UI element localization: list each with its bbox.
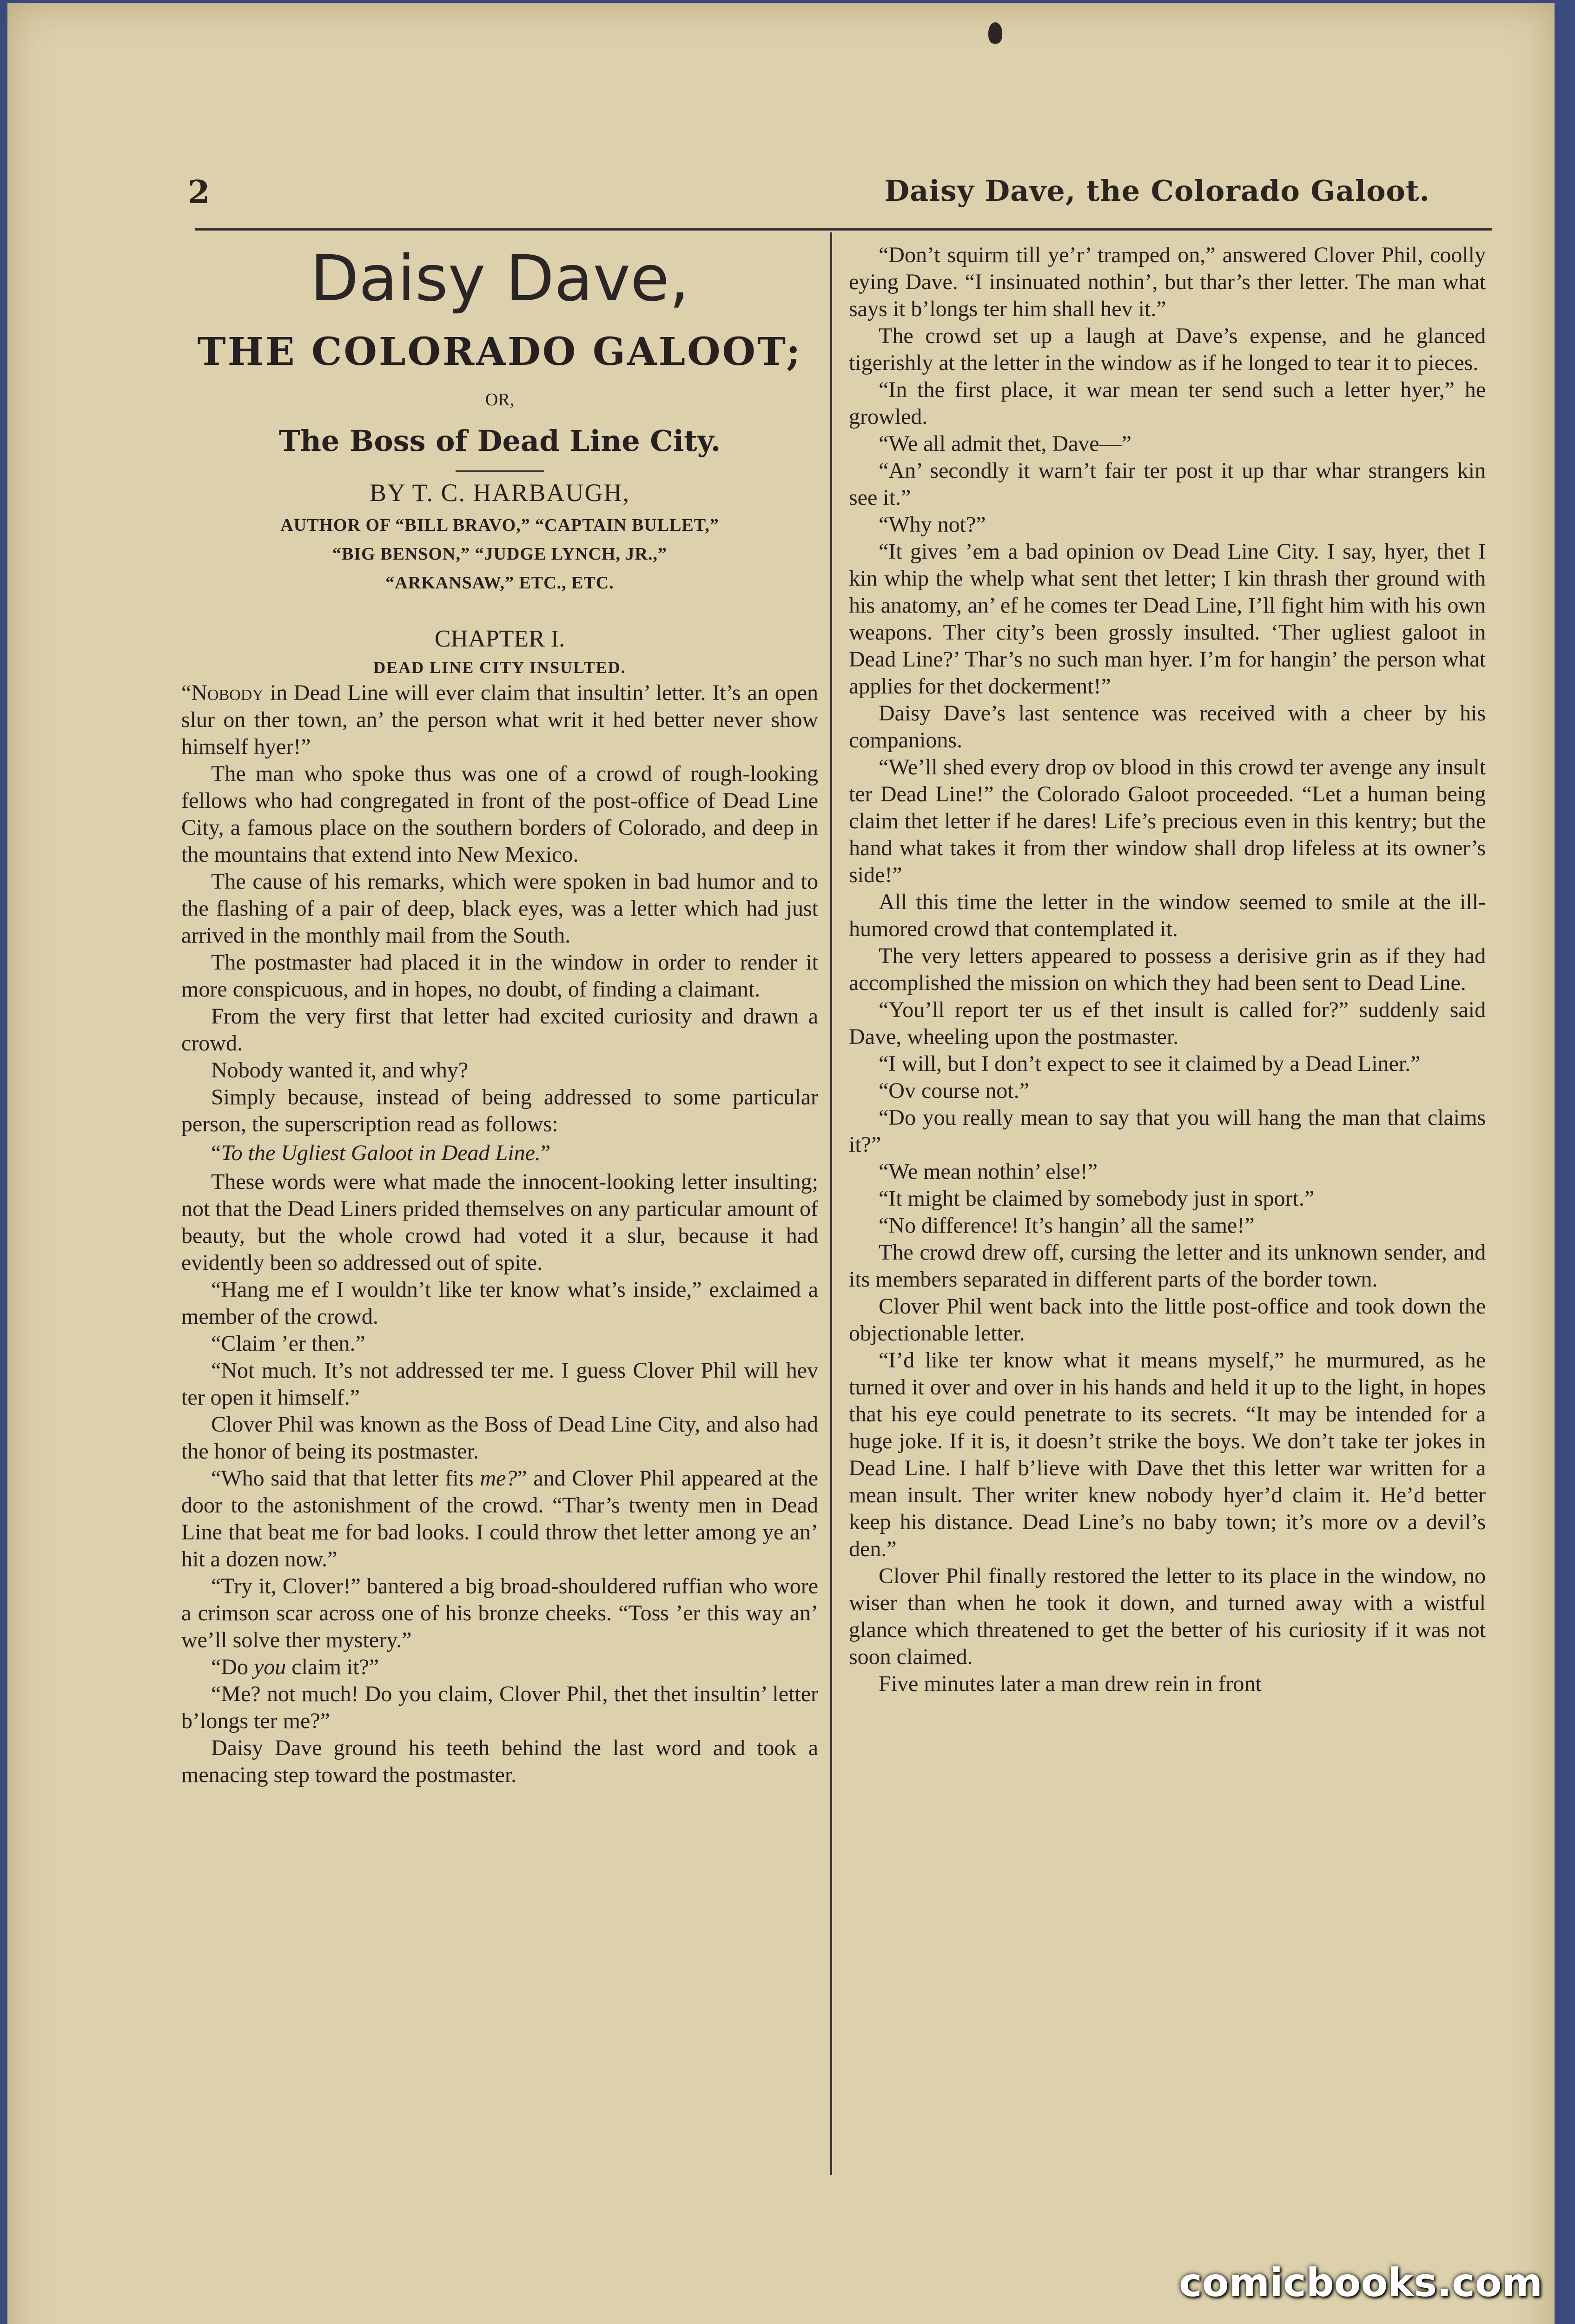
running-title: Daisy Dave, the Colorado Galoot. — [884, 174, 1430, 208]
author-credits-1: AUTHOR OF “BILL BRAVO,” “CAPTAIN BULLET,” — [280, 515, 719, 535]
byline: BY T. C. HARBAUGH, — [369, 479, 630, 507]
paragraph: “Don’t squirm till ye’r’ tramped on,” answered Clover Phil, coolly eying Dave. “I insinuated nothin’, but thar’s ther letter. The man what says it b’longs ter him shall hev it.” — [849, 243, 1486, 321]
emphasis: you — [253, 1655, 286, 1679]
paragraph: The crowd set up a laugh at Dave’s expense, and he glanced tigerishly at the letter in the window as if he longed to tear it to pieces. — [849, 324, 1486, 375]
paragraph: Clover Phil went back into the little post-office and took down the objectionable letter. — [849, 1294, 1486, 1346]
alternate-title: The Boss of Dead Line City. — [278, 424, 721, 458]
paragraph-text: “Who said that that letter fits — [211, 1466, 480, 1491]
paragraph: The postmaster had placed it in the window in order to render it more conspicuous, and in hopes, no doubt, of finding a claimant. — [181, 950, 818, 1002]
paragraph: “In the first place, it war mean ter send such a letter hyer,” he growled. — [849, 377, 1486, 429]
paragraph: Nobody wanted it, and why? — [211, 1058, 469, 1083]
paragraph: “No difference! It’s hangin’ all the same!” — [879, 1213, 1255, 1238]
paragraph: “Hang me ef I wouldn’t like ter know what’s inside,” exclaimed a member of the crowd. — [181, 1277, 818, 1329]
superscription: To the Ugliest Galoot in Dead Line. — [221, 1141, 541, 1165]
chapter-heading: CHAPTER I. — [434, 626, 565, 652]
paragraph: Daisy Dave’s last sentence was received with a cheer by his companions. — [849, 701, 1486, 753]
paragraph: “It might be claimed by somebody just in sport.” — [879, 1186, 1315, 1211]
paragraph: “Ov course not.” — [879, 1078, 1029, 1103]
right-column — [849, 242, 1486, 1697]
paragraph: Clover Phil finally restored the letter to its place in the window, no wiser than when he took it down, and turned away with a wistful glance which threatened to get the better of his curiosity if it was not soon claimed. — [849, 1564, 1486, 1669]
quote-open: “ — [211, 1141, 221, 1165]
title-rule — [456, 470, 544, 472]
paragraph: The very letters appeared to possess a derisive grin as if they had accomplished the mission on which they had been sent to Dead Line. — [849, 944, 1486, 995]
paragraph — [181, 1654, 818, 1681]
paragraph: Clover Phil was known as the Boss of Dead Line City, and also had the honor of being its postmaster. — [181, 1412, 818, 1464]
paragraph: Daisy Dave ground his teeth behind the last word and took a menacing step toward the postmaster. — [181, 1736, 818, 1787]
paragraph: “Do you really mean to say that you will hang the man that claims it?” — [849, 1105, 1486, 1157]
story-subtitle: THE COLORADO GALOOT; — [197, 330, 802, 374]
paragraph — [181, 680, 818, 760]
site-watermark: comicbooks.com — [1179, 2260, 1542, 2305]
paragraph: Five minutes later a man drew rein in front — [879, 1671, 1262, 1696]
paragraph: “Claim ’er then.” — [211, 1331, 365, 1356]
title-or: OR, — [485, 390, 515, 409]
emphasis: me? — [480, 1466, 517, 1491]
paragraph: “Me? not much! Do you claim, Clover Phil, thet thet insultin’ letter b’longs ter me?” — [181, 1682, 818, 1733]
story-title: Daisy Dave, — [310, 242, 689, 316]
page-number: 2 — [188, 174, 210, 211]
paragraph: “We’ll shed every drop ov blood in this crowd ter avenge any insult ter Dead Line!” the Colorado Galoot proceeded. “Let a human being claim thet letter if he dares! Life’s precious even in this kentry; but the hand what takes it from ther window shall drop lifeless at its owner’s side!” — [849, 755, 1486, 887]
left-column — [181, 237, 818, 1789]
paragraph-text: claim it?” — [286, 1655, 379, 1679]
column-divider — [830, 232, 832, 2175]
lead-word: “Nobody — [181, 680, 264, 705]
paragraph-text: ” and Clover Phil appeared at the door to the astonishment of the crowd. “Thar’s twenty men in Dead Line that beat me for bad looks. I could throw thet letter among ye an’ hit a dozen now.” — [181, 1466, 818, 1571]
paragraph: “We all admit thet, Dave—” — [879, 431, 1132, 456]
author-credits-2: “BIG BENSON,” “JUDGE LYNCH, JR.,” — [332, 544, 667, 564]
paragraph: “You’ll report ter us ef thet insult is called for?” suddenly said Dave, wheeling upon the postmaster. — [849, 997, 1486, 1049]
quote-close: ” — [540, 1141, 551, 1165]
superscription-paragraph — [181, 1140, 818, 1167]
paragraph-text: “Do — [211, 1655, 254, 1679]
header-rule — [195, 228, 1492, 231]
author-credits-3: “ARKANSAW,” ETC., ETC. — [385, 573, 614, 593]
paragraph: Simply because, instead of being addressed to some particular person, the superscription read as follows: — [181, 1085, 818, 1136]
paragraph: “We mean nothin’ else!” — [879, 1159, 1098, 1184]
chapter-subheading: DEAD LINE CITY INSULTED. — [373, 658, 626, 677]
paragraph: The man who spoke thus was one of a crowd of rough-looking fellows who had congregated in front of the post-office of Dead Line City, a famous place on the southern borders of Colorado, and deep in the mountains that extend into New Mexico. — [181, 761, 818, 867]
paragraph-text: in Dead Line will ever claim that insultin’ letter. It’s an open slur on ther town, an’ the person what writ it hed better never show himself hyer!” — [181, 680, 818, 759]
paragraph: All this time the letter in the window seemed to smile at the ill-humored crowd that contemplated it. — [849, 890, 1486, 941]
paragraph: These words were what made the innocent-looking letter insulting; not that the Dead Liners prided themselves on any particular amount of beauty, but the whole crowd had voted it a slur, because it had evidently been so addressed out of spite. — [181, 1169, 818, 1275]
paragraph: From the very first that letter had excited curiosity and drawn a crowd. — [181, 1004, 818, 1056]
paragraph: “I will, but I don’t expect to see it claimed by a Dead Liner.” — [879, 1051, 1421, 1076]
paragraph — [181, 1465, 818, 1573]
paragraph: The cause of his remarks, which were spoken in bad humor and to the flashing of a pair of deep, black eyes, was a letter which had just arrived in the monthly mail from the South. — [181, 869, 818, 948]
paragraph: “An’ secondly it warn’t fair ter post it up thar whar strangers kin see it.” — [849, 458, 1486, 510]
tack-mark — [988, 22, 1002, 44]
paragraph: “Why not?” — [879, 512, 986, 537]
paragraph: “Not much. It’s not addressed ter me. I guess Clover Phil will hev ter open it himself.” — [181, 1358, 818, 1410]
page-header — [184, 174, 1430, 216]
paragraph: “I’d like ter know what it means myself,” he murmured, as he turned it over and over in his hands and held it up to the light, in hopes that his eye could penetrate to its secrets. “It may be intended for a huge joke. If it is, it doesn’t strike the boys. We don’t take ter jokes in Dead Line. I half b’lieve with Dave thet this letter war written for a mean insult. Ther writer knew nobody hyer’d claim it. He’d better keep his distance. Dead Line’s no baby town; it’s more ov a devil’s den.” — [849, 1348, 1486, 1561]
paragraph: “It gives ’em a bad opinion ov Dead Line City. I say, hyer, thet I kin whip the whelp what sent thet letter; I kin thrash ther ground with his anatomy, an’ ef he comes ter Dead Line, I’ll fight him with his own weapons. Ther city’s been grossly insulted. ‘Ther ugliest galoot in Dead Line?’ Thar’s no such man hyer. I’m for hangin’ the person what applies for thet dockerment!” — [849, 539, 1486, 699]
paragraph: The crowd drew off, cursing the letter and its unknown sender, and its members separated in different parts of the border town. — [849, 1240, 1486, 1292]
paragraph: “Try it, Clover!” bantered a big broad-shouldered ruffian who wore a crimson scar across one of his bronze cheeks. “Toss ’er this way an’ we’ll solve ther mystery.” — [181, 1574, 818, 1652]
